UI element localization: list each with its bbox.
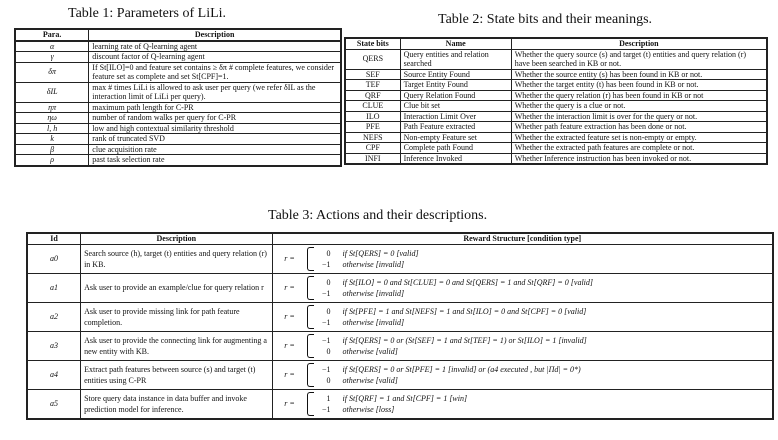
state-name: Query Relation Found xyxy=(400,90,511,101)
reward-value: 0 xyxy=(326,306,331,316)
table-row xyxy=(15,123,341,134)
action-desc: Ask user to provide the connecting link for augmenting a new entity with KB. xyxy=(81,331,272,360)
header-state-bits: State bits xyxy=(345,38,400,49)
state-bit: QRF xyxy=(345,90,400,101)
param-symbol: ηπ xyxy=(15,102,89,113)
reward-lhs: r = xyxy=(284,283,295,292)
table-row xyxy=(345,90,767,101)
state-desc: Whether the query is a clue or not. xyxy=(511,101,767,112)
parameters-table xyxy=(14,28,342,167)
brace-icon xyxy=(307,363,314,387)
table-row xyxy=(27,389,773,419)
action-id: a1 xyxy=(27,273,81,302)
param-symbol: ρ xyxy=(15,155,89,166)
table-row xyxy=(345,122,767,133)
param-desc: learning rate of Q-learning agent xyxy=(89,41,341,52)
param-symbol: δπ xyxy=(15,62,89,82)
brace-icon xyxy=(307,276,314,300)
header-description: Description xyxy=(511,38,767,49)
reward-value: −1 xyxy=(322,288,331,298)
action-id: a5 xyxy=(27,389,81,419)
reward-value: −1 xyxy=(322,317,331,327)
table-row xyxy=(27,244,773,273)
reward-condition: if St[QERS] = 0 or (St[SEF] = 1 and St[TEF] = 1) or St[ILO] = 1 [invalid] xyxy=(342,335,587,345)
state-desc: Whether path feature extraction has been done or not. xyxy=(511,122,767,133)
state-bits-table xyxy=(344,37,768,165)
table-row xyxy=(345,111,767,122)
reward-condition: otherwise [valid] xyxy=(342,346,398,356)
reward-condition: otherwise [invalid] xyxy=(342,317,405,327)
state-name: Complete path Found xyxy=(400,143,511,154)
table-row xyxy=(345,132,767,143)
reward-lhs: r = xyxy=(284,370,295,379)
header-name: Name xyxy=(400,38,511,49)
table-row xyxy=(345,101,767,112)
table-row xyxy=(345,153,767,164)
state-desc: Whether Inference instruction has been invoked or not. xyxy=(511,153,767,164)
state-desc: Whether the extracted feature set is non-empty or empty. xyxy=(511,132,767,143)
param-symbol: k xyxy=(15,134,89,145)
reward-structure xyxy=(272,331,773,360)
reward-value: 1 xyxy=(326,393,331,403)
state-bit: PFE xyxy=(345,122,400,133)
param-desc: low and high contextual similarity threshold xyxy=(89,123,341,134)
table-row xyxy=(15,102,341,113)
param-desc: past task selection rate xyxy=(89,155,341,166)
table-row xyxy=(15,62,341,82)
state-name: Non-empty Feature set xyxy=(400,132,511,143)
reward-value: −1 xyxy=(322,259,331,269)
state-bit: ILO xyxy=(345,111,400,122)
state-name: Path Feature extracted xyxy=(400,122,511,133)
state-name: Target Entity Found xyxy=(400,80,511,91)
reward-value: −1 xyxy=(322,364,331,374)
state-bit: INFI xyxy=(345,153,400,164)
table-row xyxy=(15,144,341,155)
table-row xyxy=(15,134,341,145)
state-bit: CLUE xyxy=(345,101,400,112)
reward-value: −1 xyxy=(322,335,331,345)
action-id: a4 xyxy=(27,360,81,389)
param-desc: maximum path length for C-PR xyxy=(89,102,341,113)
param-desc: discount factor of Q-learning agent xyxy=(89,52,341,63)
param-symbol: l, h xyxy=(15,123,89,134)
header-description: Description xyxy=(89,29,341,41)
table-row xyxy=(15,52,341,63)
table-row xyxy=(15,155,341,166)
action-desc: Extract path features between source (s) and target (t) entities using C-PR xyxy=(81,360,272,389)
reward-condition: otherwise [valid] xyxy=(342,375,398,385)
action-desc: Search source (h), target (t) entities and query relation (r) in KB. xyxy=(81,244,272,273)
state-name: Clue bit set xyxy=(400,101,511,112)
reward-value: 0 xyxy=(326,375,331,385)
param-desc: rank of truncated SVD xyxy=(89,134,341,145)
param-symbol: ηω xyxy=(15,113,89,124)
brace-icon xyxy=(307,247,314,271)
table3-caption: Table 3: Actions and their descriptions. xyxy=(268,208,488,223)
reward-lhs: r = xyxy=(284,312,295,321)
reward-condition: if St[QERS] = 0 [valid] xyxy=(342,248,419,258)
table2-caption: Table 2: State bits and their meanings. xyxy=(438,12,653,27)
state-desc: Whether the target entity (t) has been found in KB or not. xyxy=(511,80,767,91)
reward-value: −1 xyxy=(322,404,331,414)
reward-condition: if St[QRF] = 1 and St[CPF] = 1 [win] xyxy=(342,393,468,403)
state-desc: Whether the source entity (s) has been found in KB or not. xyxy=(511,69,767,80)
header-reward: Reward Structure [condition type] xyxy=(272,233,773,244)
param-symbol: β xyxy=(15,144,89,155)
param-desc: If St[ILO]=0 and feature set contains ≥ δπ # complete features, we consider feature set as complete and set St[CPF]=1. xyxy=(89,62,341,82)
state-desc: Whether the query relation (r) has been found in KB or not xyxy=(511,90,767,101)
reward-value: 0 xyxy=(326,248,331,258)
reward-condition: if St[ILO] = 0 and St[CLUE] = 0 and St[QERS] = 1 and St[QRF] = 0 [valid] xyxy=(342,277,594,287)
reward-condition: if St[QERS] = 0 or St[PFE] = 1 [invalid] or (a4 executed , but |Πd| = 0*) xyxy=(342,364,581,374)
reward-condition: otherwise [loss] xyxy=(342,404,395,414)
table-row xyxy=(15,41,341,52)
table-row xyxy=(345,69,767,80)
state-desc: Whether the interaction limit is over for the query or not. xyxy=(511,111,767,122)
brace-icon xyxy=(307,305,314,329)
param-desc: max # times LiLi is allowed to ask user per query (we refer δIL as the interaction limit of LiLi per query). xyxy=(89,82,341,102)
state-desc: Whether the query source (s) and target (t) entities and query relation (r) have been searched in KB or not. xyxy=(511,49,767,69)
state-bit: TEF xyxy=(345,80,400,91)
table-row xyxy=(27,302,773,331)
header-id: Id xyxy=(27,233,81,244)
param-desc: clue acquisition rate xyxy=(89,144,341,155)
param-symbol: α xyxy=(15,41,89,52)
action-desc: Ask user to provide an example/clue for query relation r xyxy=(81,273,272,302)
reward-condition: otherwise [invalid] xyxy=(342,288,405,298)
reward-structure xyxy=(272,273,773,302)
reward-value: 0 xyxy=(326,346,331,356)
state-bit: NEFS xyxy=(345,132,400,143)
state-name: Query entities and relation searched xyxy=(400,49,511,69)
param-symbol: γ xyxy=(15,52,89,63)
action-desc: Store query data instance in data buffer and invoke prediction model for inference. xyxy=(81,389,272,419)
table-row xyxy=(345,80,767,91)
param-symbol: δIL xyxy=(15,82,89,102)
table1-caption: Table 1: Parameters of LiLi. xyxy=(68,6,227,21)
reward-lhs: r = xyxy=(284,399,295,408)
reward-lhs: r = xyxy=(284,341,295,350)
table-row xyxy=(15,113,341,124)
table-row xyxy=(345,49,767,69)
state-desc: Whether the extracted path features are complete or not. xyxy=(511,143,767,154)
header-para: Para. xyxy=(15,29,89,41)
header-description: Description xyxy=(81,233,272,244)
param-desc: number of random walks per query for C-PR xyxy=(89,113,341,124)
action-desc: Ask user to provide missing link for path feature completion. xyxy=(81,302,272,331)
state-bit: SEF xyxy=(345,69,400,80)
brace-icon xyxy=(307,334,314,358)
reward-lhs: r = xyxy=(284,254,295,263)
state-name: Interaction Limit Over xyxy=(400,111,511,122)
table-row xyxy=(15,82,341,102)
state-bit: CPF xyxy=(345,143,400,154)
state-name: Inference Invoked xyxy=(400,153,511,164)
table-row xyxy=(27,360,773,389)
actions-table xyxy=(26,232,774,420)
table-row xyxy=(27,273,773,302)
reward-structure xyxy=(272,244,773,273)
reward-structure xyxy=(272,360,773,389)
reward-condition: if St[PFE] = 1 and St[NEFS] = 1 and St[ILO] = 0 and St[CPF] = 0 [valid] xyxy=(342,306,587,316)
table-row xyxy=(27,331,773,360)
state-bit: QERS xyxy=(345,49,400,69)
table-row xyxy=(345,143,767,154)
brace-icon xyxy=(307,392,314,416)
reward-value: 0 xyxy=(326,277,331,287)
reward-condition: otherwise [invalid] xyxy=(342,259,405,269)
state-name: Source Entity Found xyxy=(400,69,511,80)
action-id: a0 xyxy=(27,244,81,273)
reward-structure xyxy=(272,302,773,331)
action-id: a2 xyxy=(27,302,81,331)
action-id: a3 xyxy=(27,331,81,360)
reward-structure xyxy=(272,389,773,419)
